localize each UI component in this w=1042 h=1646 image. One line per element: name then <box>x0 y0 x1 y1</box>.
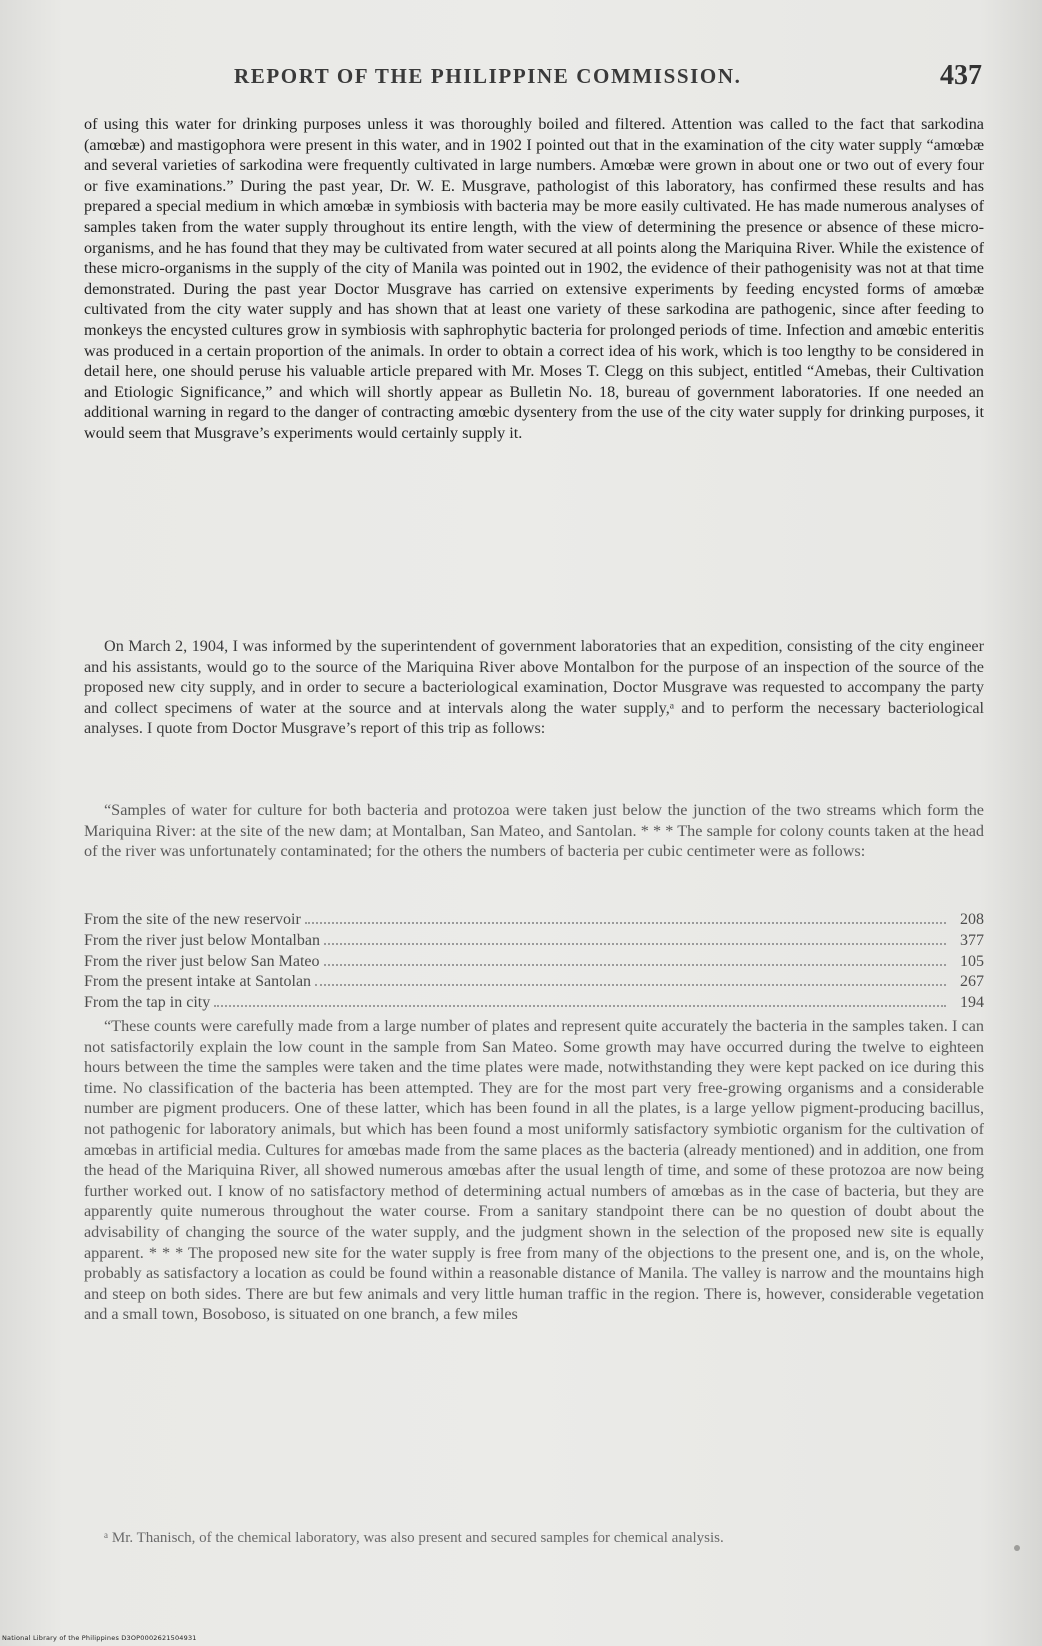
paragraph-musgrave-findings <box>84 114 984 444</box>
paragraph-text: “These counts were carefully made from a large number of plates and represent quite accurately the bacteria in the samples taken. I can not satisfactorily explain the low count in the sample from San Mateo. Some growth may have occurred during the twelve to eighteen hours between the time the samples were taken and the time plates were made, notwithstanding they were kept packed on ice during this time. No classification of the bacteria has been attempted. They are for the most part very free-growing organisms and a considerable number are pigment producers. One of these latter, which has been found in all the plates, is a large yellow pigment-producing bacillus, not pathogenic for laboratory animals, but which has been found a most uniformly satisfactory symbiotic organism for the cultivation of amœbas in artificial media. Cultures for amœbas made from the same places as the bacteria (already mentioned) and in addition, one from the head of the Mariquina River, all showed numerous amœbas after the usual length of time, and some of these protozoa are now being further worked out. I know of no satisfactory method of determining actual numbers of amœbas as in the case of bacteria, but they are apparently quite numerous throughout the water course. From a sanitary standpoint there can be no question of doubt about the advisability of changing the source of the water supply, and the judgment shown in the selection of the proposed new site is equally apparent. * * * The proposed new site for the water supply is free from many of the objections to the present one, and is, on the whole, probably as satisfactory a location as could be found within a reasonable distance of Manila. The valley is narrow and the mountains high and steep on both sides. There are but few animals and very little human traffic in the region. There is, however, considerable vegetation and a small town, Bosoboso, is situated on one branch, a few miles <box>84 1017 984 1324</box>
paragraph-samples-quote <box>84 800 984 862</box>
dot-leader <box>324 943 946 945</box>
scan-footer: National Library of the Philippines D3OP0002621504931 <box>2 1634 197 1642</box>
footnote <box>84 1528 984 1548</box>
paragraph-expedition <box>84 636 984 739</box>
footnote-text: ᵃ Mr. Thanisch, of the chemical laboratory, was also present and secured samples for chemical analysis. <box>104 1530 724 1546</box>
count-value: 194 <box>960 994 984 1012</box>
dot-leader <box>315 984 946 986</box>
dot-leader <box>214 1005 946 1007</box>
count-label: From the site of the new reservoir <box>84 911 301 928</box>
page-number: 437 <box>940 60 982 91</box>
count-label: From the present intake at Santolan <box>84 973 312 991</box>
paragraph-counts-discussion <box>84 1016 984 1325</box>
table-row <box>84 931 984 952</box>
count-value: 105 <box>960 952 984 970</box>
running-head: REPORT OF THE PHILIPPINE COMMISSION. <box>234 64 742 88</box>
count-label: From the river just below Montalban <box>84 931 320 949</box>
table-row <box>84 952 984 973</box>
bacteria-count-table <box>84 910 984 1014</box>
count-value: 377 <box>960 931 984 949</box>
table-row <box>84 993 984 1014</box>
count-label: From the river just below San Mateo <box>84 952 320 970</box>
table-row <box>84 910 984 931</box>
dot-leader <box>324 964 946 966</box>
paragraph-text: On March 2, 1904, I was informed by the superintendent of government laboratories that an expedition, consisting of the city engineer and his assistants, would go to the source of the Mariquina River above Montalbon for the purpose of an inspection of the source of the proposed new city supply, and in order to secure a bacteriological examination, Doctor Musgrave was requested to accompany the party and collect specimens of water at the source and at intervals along the water supply,ᵃ and to perform the necessary bacteriological analyses. I quote from Doctor Musgrave’s report of this trip as follows: <box>84 637 984 738</box>
count-value: 267 <box>960 973 984 991</box>
page-header <box>88 62 990 102</box>
count-label: From the tap in city <box>84 994 211 1012</box>
scan-speck <box>1014 1545 1020 1551</box>
paragraph-text: “Samples of water for culture for both bacteria and protozoa were taken just below the junction of the two streams which form the Mariquina River: at the site of the new dam; at Montalban, San Mateo, and Santolan. * * * The sample for colony counts taken at the head of the river was unfortunately contaminated; for the others the numbers of bacteria per cubic centimeter were as follows: <box>84 801 984 861</box>
count-value: 208 <box>960 911 984 928</box>
table-row <box>84 972 984 993</box>
paragraph-text: of using this water for drinking purposes unless it was thoroughly boiled and filtered. Attention was called to the fact that sarkodina (amœbæ) and mastigophora were present in this water, and in 1902 I pointed out that in the examination of the city water supply “amœbæ and several varieties of sarkodina were frequently cultivated in large numbers. Amœbæ were grown in about one or two out of every four or five examinations.” During the past year, Dr. W. E. Musgrave, pathologist of this laboratory, has confirmed these results and has prepared a special medium in which amœbæ in symbiosis with bacteria may be more easily cultivated. He has made numerous analyses of samples taken from the water supply throughout its entire length, with the view of determining the presence or absence of these micro-organisms, and he has found that they may be cultivated from water secured at all points along the Mariquina River. While the existence of these micro-organisms in the supply of the city of Manila was pointed out in 1902, the evidence of their pathogenisity was not at that time demonstrated. During the past year Doctor Musgrave has carried on extensive experiments by feeding encysted forms of amœbæ cultivated from the city water supply and has shown that at least one variety of these sarkodina are pathogenic, since after feeding to monkeys the encysted cultures grow in symbiosis with saphrophytic bacteria for prolonged periods of time. Infection and amœbic enteritis was produced in a certain proportion of the animals. In order to obtain a correct idea of his work, which is too lengthy to be considered in detail here, one should peruse his valuable article prepared with Mr. Moses T. Clegg on this subject, entitled “Amebas, their Cultivation and Etiologic Significance,” and which will shortly appear as Bulletin No. 18, bureau of government laboratories. If one needed an additional warning in regard to the danger of contracting amœbic dysentery from the use of the city water supply for drinking purposes, it would seem that Musgrave’s experiments would certainly supply it. <box>84 115 984 442</box>
dot-leader <box>305 922 946 924</box>
